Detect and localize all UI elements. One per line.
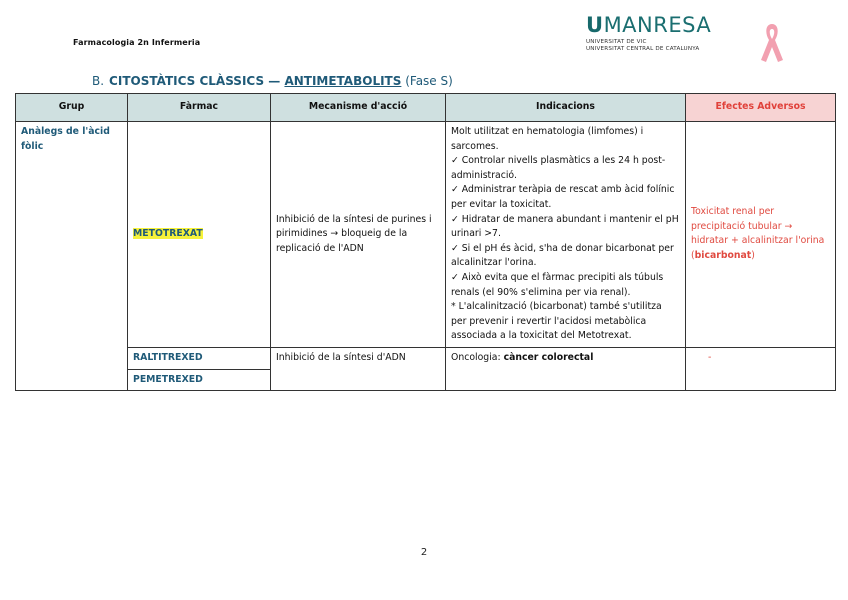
header-efectes-adversos: Efectes Adversos xyxy=(686,94,836,122)
page-number: 2 xyxy=(420,547,428,558)
adverse-metotrexat: Toxicitat renal per precipitació tubular → hidratar + alcalinitzar l'orina (bicarbonat) xyxy=(686,122,836,348)
logo-wordmark: UMANRESA xyxy=(586,13,712,37)
section-title xyxy=(92,74,453,88)
indication-line: ✓ Administrar teràpia de rescat amb àcid folínic per evitar la toxicitat. xyxy=(451,184,675,210)
indication-line: ✓ Hidratar de manera abundant i mantenir el pH urinari >7. xyxy=(451,213,679,240)
header-farmac: Fàrmac xyxy=(128,94,271,122)
logo-subtitle-1: UNIVERSITAT DE VIC xyxy=(586,39,647,45)
mechanism-metotrexat: Inhibició de la síntesi de purines i pirimidines → bloqueig de la replicació de l'ADN xyxy=(271,122,446,348)
logo-subtitle-2: UNIVERSITAT CENTRAL DE CATALUNYA xyxy=(586,46,700,52)
adverse-raltitrexed: - xyxy=(686,347,836,390)
course-title: Farmacologia 2n Infermeria xyxy=(73,38,201,47)
table-header-row xyxy=(16,94,836,122)
header-mecanisme: Mecanisme d'acció xyxy=(271,94,446,122)
drug-table xyxy=(15,93,836,391)
section-subheading: ANTIMETABOLITS xyxy=(284,74,402,88)
drug-pemetrexed: PEMETREXED xyxy=(128,369,271,391)
indications-raltitrexed: Oncologia: càncer colorectal xyxy=(446,347,686,390)
header-indicacions: Indicacions xyxy=(446,94,686,122)
drug-raltitrexed: RALTITREXED xyxy=(128,347,271,369)
group-cell: Anàlegs de l'àcid fòlic xyxy=(16,122,128,391)
drug-metotrexat: METOTREXAT xyxy=(128,122,271,348)
table-row-raltitrexed xyxy=(16,347,836,369)
header-grup: Grup xyxy=(16,94,128,122)
indication-line: ✓ Si el pH és àcid, s'ha de donar bicarbonat per alcalinitzar l'orina. xyxy=(451,242,674,269)
awareness-ribbon-icon xyxy=(757,20,787,64)
section-heading: CITOSTÀTICS CLÀSSICS — xyxy=(109,74,285,88)
umanresa-logo xyxy=(586,14,736,64)
indications-metotrexat xyxy=(446,122,686,348)
indication-line: Molt utilitzat en hematologia (limfomes) i sarcomes. xyxy=(451,126,644,152)
indication-line: ✓ Controlar nivells plasmàtics a les 24 h post-administració. xyxy=(451,155,666,181)
section-phase: (Fase S) xyxy=(401,74,453,88)
indication-line: ✓ Això evita que el fàrmac precipiti als túbuls renals (el 90% s'elimina per via renal). xyxy=(451,271,664,298)
indication-line: * L'alcalinització (bicarbonat) també s'utilitza per prevenir i revertir l'acidosi metabòlica associada a la toxicitat del Metotrexat. xyxy=(451,301,662,342)
section-letter: B. xyxy=(92,74,105,88)
mechanism-raltitrexed: Inhibició de la síntesi d'ADN xyxy=(271,347,446,390)
table-row-metotrexat xyxy=(16,122,836,348)
